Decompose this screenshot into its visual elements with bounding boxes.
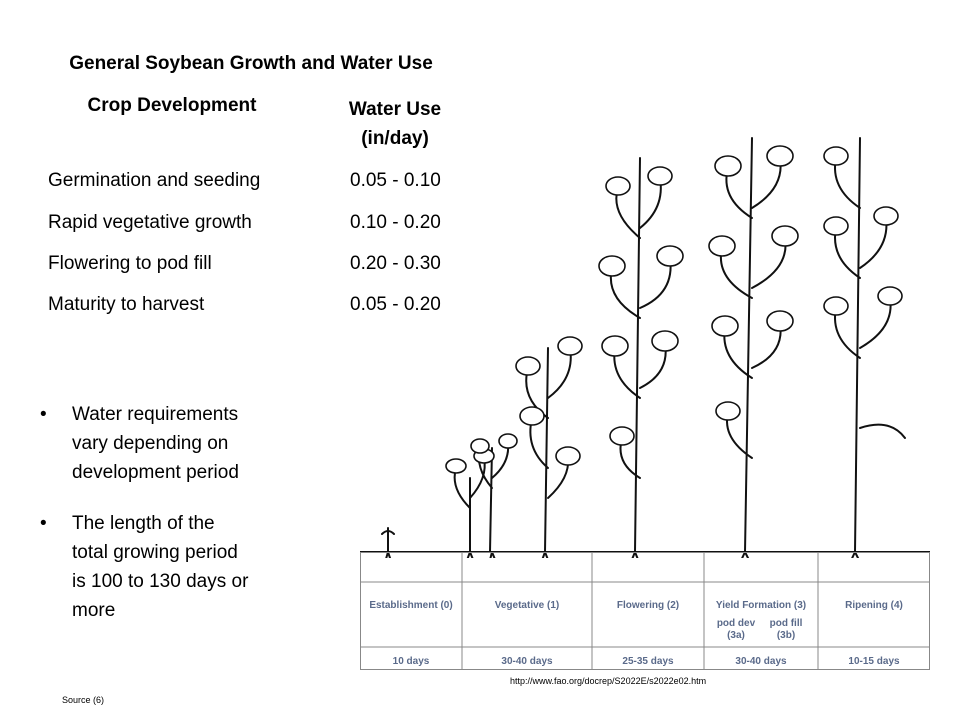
flowering-stem xyxy=(635,158,640,552)
row-water-use: 0.05 - 0.10 xyxy=(350,170,441,191)
stage-duration: 25-35 days xyxy=(622,656,674,667)
row-water-use: 0.10 - 0.20 xyxy=(350,212,441,233)
stage-duration: 10 days xyxy=(392,656,430,667)
plant-drawing xyxy=(360,118,930,558)
row-stage: Maturity to harvest xyxy=(48,294,205,315)
substage-label: (3a) xyxy=(727,630,745,641)
source-note: Source (6) xyxy=(62,695,105,705)
ripening-stem xyxy=(855,138,860,552)
row-stage: Germination and seeding xyxy=(48,170,261,191)
row-water-use: 0.05 - 0.20 xyxy=(350,294,441,315)
bullet-line: vary depending on xyxy=(72,433,229,454)
bullet-line: The length of the xyxy=(72,513,215,534)
header-crop-development: Crop Development xyxy=(87,95,257,116)
stage-name: Ripening (4) xyxy=(845,600,903,611)
substage-label: pod fill xyxy=(769,618,803,629)
row-stage: Flowering to pod fill xyxy=(48,253,212,274)
pod-fill-stem xyxy=(745,138,752,552)
row-water-use: 0.20 - 0.30 xyxy=(350,253,441,274)
stage-duration: 10-15 days xyxy=(848,656,900,667)
header-water-use-line1: Water Use xyxy=(348,99,442,120)
stage-name: Yield Formation (3) xyxy=(715,600,807,611)
vegetative-tall-stem xyxy=(545,348,548,552)
stage-duration: 30-40 days xyxy=(735,656,787,667)
bullet-line: total growing period xyxy=(72,542,238,563)
figure-url[interactable]: http://www.fao.org/docrep/S2022E/s2022e02.htm xyxy=(510,676,707,686)
bullet-line: is 100 to 130 days or xyxy=(72,571,249,592)
bullet-list xyxy=(40,400,290,647)
bullet-marker: • xyxy=(40,404,47,425)
substage-label: pod dev xyxy=(716,618,756,629)
row-stage: Rapid vegetative growth xyxy=(48,212,252,233)
stage-name: Flowering (2) xyxy=(616,600,680,611)
bullet-item xyxy=(40,509,290,625)
stage-name: Vegetative (1) xyxy=(494,600,560,611)
header-water-use-line2: (in/day) xyxy=(361,128,429,149)
stage-table-lines xyxy=(360,552,930,670)
bullet-marker: • xyxy=(40,513,47,534)
bullet-line: Water requirements xyxy=(72,404,239,425)
table-title: General Soybean Growth and Water Use xyxy=(69,53,433,74)
stage-duration: 30-40 days xyxy=(501,656,553,667)
bullet-line: more xyxy=(72,600,116,621)
substage-label: (3b) xyxy=(776,630,796,641)
bullet-line: development period xyxy=(72,462,239,483)
growth-stage-table xyxy=(360,552,930,670)
stage-name: Establishment (0) xyxy=(369,600,453,611)
bullet-item xyxy=(40,400,290,487)
